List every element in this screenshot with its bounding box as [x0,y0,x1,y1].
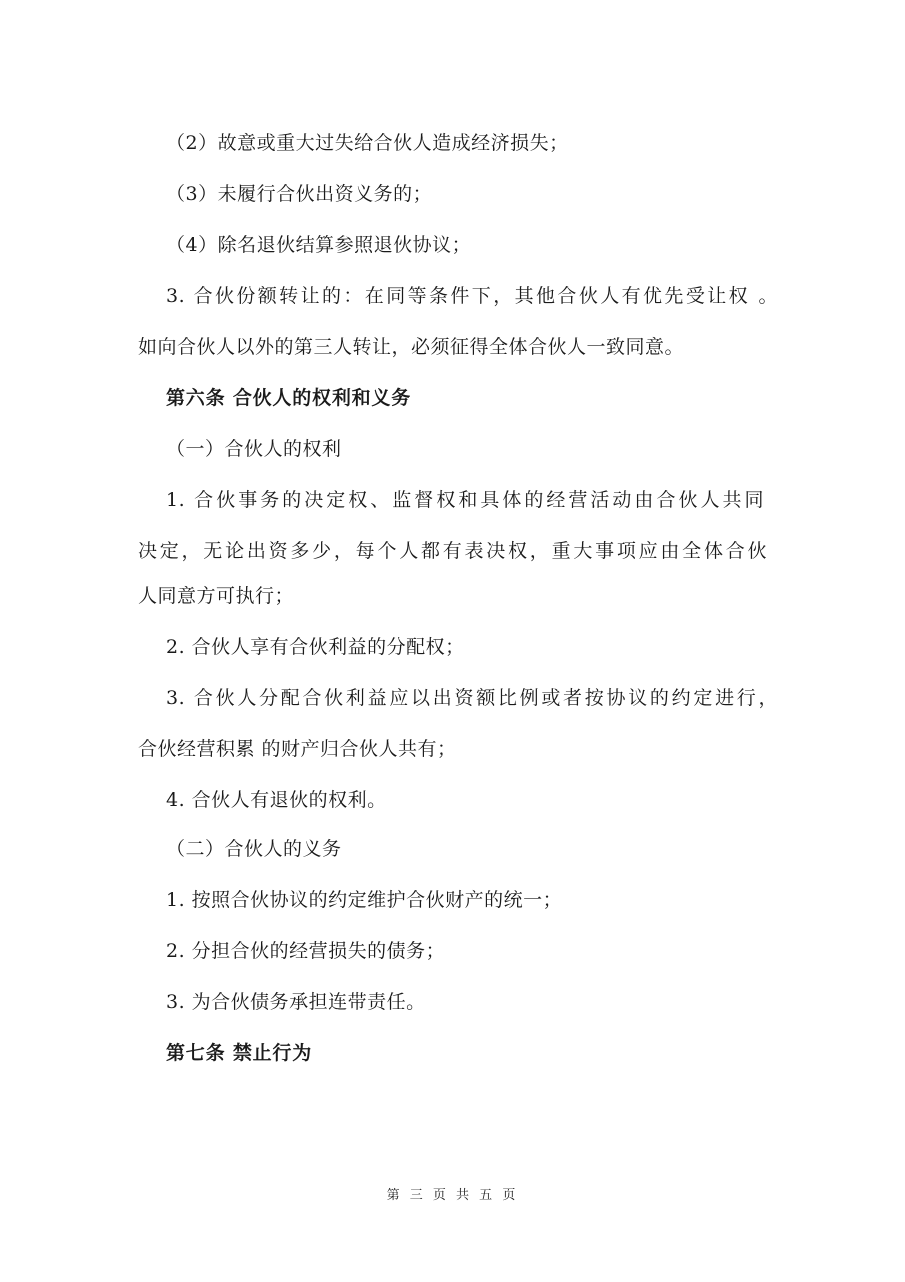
clause-share-transfer-cont: 如向合伙人以外的第三人转让，必须征得全体合伙人一致同意。 [138,336,685,358]
clause-share-transfer: 3. 合伙份额转让的：在同等条件下，其他合伙人有优先受让权 。 [166,285,778,307]
duties-item-3: 3. 为合伙债务承担连带责任。 [166,991,426,1013]
duties-subheading: （二）合伙人的义务 [166,838,342,860]
rights-subheading: （一）合伙人的权利 [166,438,342,460]
page-footer-number: 第 三 页 共 五 页 [386,1188,519,1203]
article-seven-heading: 第七条 禁止行为 [166,1042,313,1064]
article-six-heading: 第六条 合伙人的权利和义务 [166,387,412,409]
duties-item-2: 2. 分担合伙的经营损失的债务； [166,940,446,962]
clause-item-4: （4）除名退伙结算参照退伙协议； [166,234,472,256]
rights-item-4: 4. 合伙人有退伙的权利。 [166,789,387,811]
rights-item-1: 1. 合伙事务的决定权、监督权和具体的经营活动由合伙人共同 [166,489,764,511]
clause-item-2: （2）故意或重大过失给合伙人造成经济损失； [166,132,569,154]
duties-item-1: 1. 按照合伙协议的约定维护合伙财产的统一； [166,889,563,911]
rights-item-1-end: 人同意方可执行； [138,585,295,607]
rights-item-1-cont: 决定，无论出资多少，每个人都有表决权，重大事项应由全体合伙 [138,540,767,562]
rights-item-3: 3. 合伙人分配合伙利益应以出资额比例或者按协议的约定进行， [166,687,778,709]
rights-item-2: 2. 合伙人享有合伙利益的分配权； [166,636,465,658]
clause-item-3: （3）未履行合伙出资义务的； [166,183,433,205]
rights-item-3-cont: 合伙经营积累 的财产归合伙人共有； [138,738,457,760]
